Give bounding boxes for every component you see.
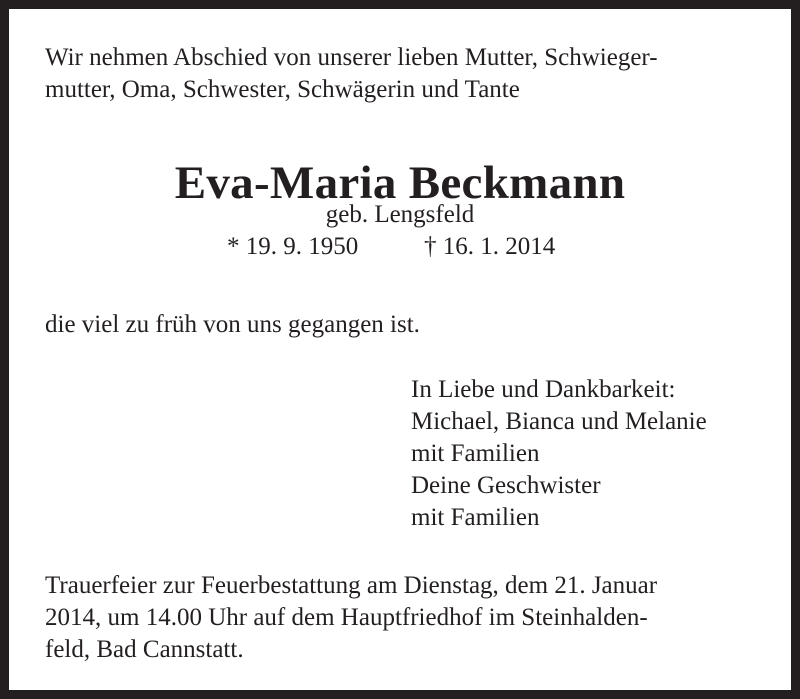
mourners-line: In Liebe und Dankbarkeit: bbox=[411, 376, 676, 403]
mourners-line: Michael, Bianca und Melanie bbox=[411, 408, 707, 435]
deceased-name: Eva-Maria Beckmann bbox=[174, 157, 626, 209]
mourners-line: mit Familien bbox=[411, 504, 540, 531]
statement: die viel zu früh von uns gegangen ist. bbox=[45, 311, 420, 338]
funeral-line: Trauerfeier zur Feuerbestattung am Dienstag, dem 21. Januar bbox=[45, 572, 658, 599]
mourners-line: Deine Geschwister bbox=[411, 472, 601, 499]
maiden-name: geb. Lengsfeld bbox=[325, 201, 475, 228]
funeral-line: 2014, um 14.00 Uhr auf dem Hauptfriedhof im Steinhalden- bbox=[45, 604, 648, 631]
mourners-line: mit Familien bbox=[411, 440, 540, 467]
intro-line-2: mutter, Oma, Schwester, Schwägerin und Tante bbox=[45, 76, 520, 103]
death-date: † 16. 1. 2014 bbox=[424, 233, 556, 260]
intro-line-1: Wir nehmen Abschied von unserer lieben Mutter, Schwieger- bbox=[45, 44, 658, 71]
funeral-line: feld, Bad Cannstatt. bbox=[45, 636, 244, 663]
birth-date: * 19. 9. 1950 bbox=[227, 233, 359, 260]
